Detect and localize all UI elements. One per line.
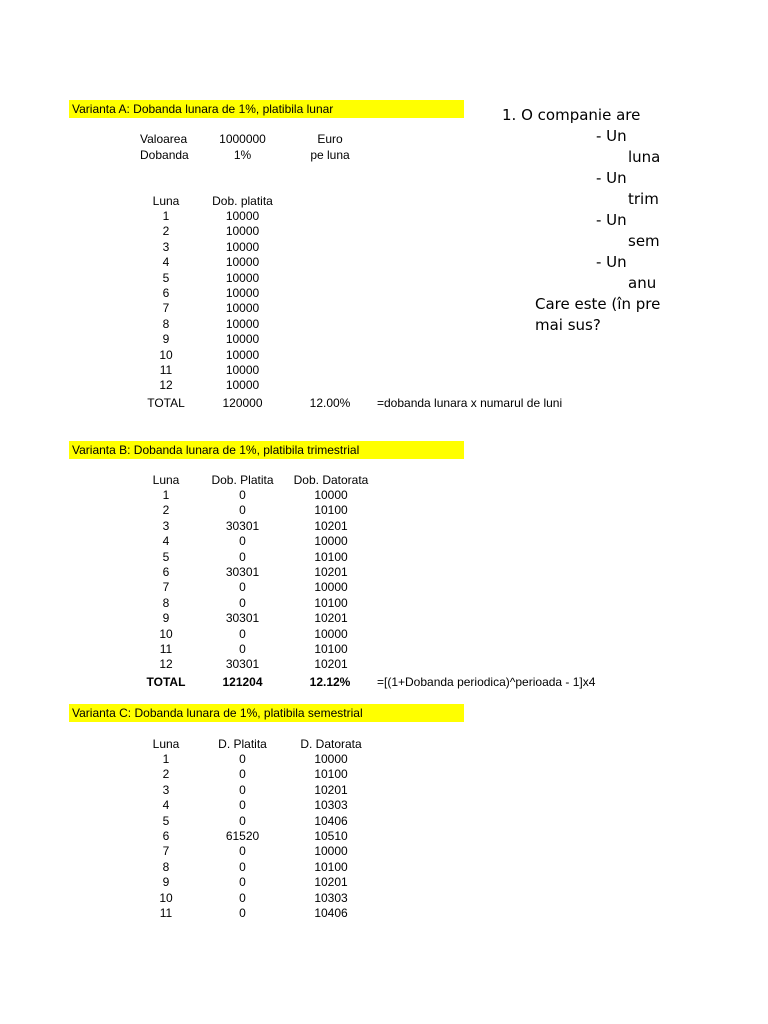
table-cell-dob-platita: 0 bbox=[239, 534, 246, 549]
table-cell-dob-platita: 10000 bbox=[225, 378, 260, 393]
table-cell-d-datorata: 10201 bbox=[314, 782, 348, 797]
side-line: trim bbox=[628, 190, 659, 208]
table-cell-d-datorata: 10406 bbox=[314, 906, 348, 920]
col-d-platita-c: D. Platita bbox=[218, 737, 267, 751]
table-cell-dob-platita: 10000 bbox=[225, 286, 260, 300]
table-cell-dob-datorata: 10100 bbox=[314, 642, 348, 656]
table-cell-luna: 10 bbox=[159, 347, 173, 362]
table-cell-dob-platita: 10000 bbox=[225, 347, 260, 362]
table-cell-dob-platita: 30301 bbox=[225, 518, 260, 533]
table-cell-luna: 5 bbox=[162, 813, 170, 828]
table-cell-luna: 1 bbox=[162, 752, 170, 766]
table-cell-luna: 10 bbox=[159, 626, 173, 641]
table-cell-dob-platita: 0 bbox=[239, 595, 246, 610]
table-cell-d-datorata: 10100 bbox=[314, 767, 348, 782]
table-cell-d-platita: 0 bbox=[239, 767, 246, 782]
dobanda-label: Dobanda bbox=[140, 148, 189, 162]
table-cell-dob-platita: 0 bbox=[239, 549, 246, 564]
table-cell-dob-datorata: 10201 bbox=[314, 565, 348, 579]
table-cell-dob-platita: 10000 bbox=[225, 209, 260, 223]
table-cell-luna: 7 bbox=[162, 844, 170, 859]
col-dob-platita-b: Dob. Platita bbox=[211, 473, 274, 487]
table-cell-d-datorata: 10000 bbox=[314, 752, 348, 766]
side-line: anu bbox=[628, 274, 657, 292]
table-cell-luna: 9 bbox=[162, 875, 170, 890]
table-cell-d-platita: 0 bbox=[239, 813, 246, 828]
table-cell-dob-datorata: 10100 bbox=[314, 595, 348, 610]
table-cell-luna: 4 bbox=[162, 255, 170, 270]
col-luna-b: Luna bbox=[152, 473, 180, 487]
formula-a: =dobanda lunara x numarul de luni bbox=[377, 396, 563, 410]
valoarea-amount: 1000000 bbox=[219, 132, 266, 146]
table-cell-luna: 8 bbox=[162, 595, 170, 610]
table-cell-luna: 3 bbox=[162, 782, 170, 797]
table-cell-d-platita: 0 bbox=[239, 859, 246, 874]
side-line-bullet: - Un bbox=[596, 253, 627, 271]
table-cell-d-platita: 0 bbox=[239, 906, 246, 920]
table-cell-luna: 7 bbox=[162, 301, 170, 316]
valoarea-label: Valoarea bbox=[140, 132, 188, 146]
side-line: sem bbox=[628, 232, 660, 250]
table-cell-dob-platita: 0 bbox=[239, 488, 246, 502]
table-cell-luna: 2 bbox=[162, 224, 170, 239]
table-cell-luna: 1 bbox=[162, 488, 170, 502]
table-cell-d-datorata: 10100 bbox=[314, 859, 348, 874]
table-cell-luna: 12 bbox=[159, 378, 173, 393]
table-cell-luna: 6 bbox=[162, 286, 170, 300]
table-cell-luna: 6 bbox=[162, 565, 170, 579]
varianta-c-header: Varianta C: Dobanda lunara de 1%, platibila semestrial bbox=[69, 704, 464, 722]
col-luna-a: Luna bbox=[152, 194, 180, 208]
table-cell-dob-platita: 10000 bbox=[225, 316, 260, 331]
table-cell-luna: 2 bbox=[162, 767, 170, 782]
table-cell-dob-platita: 30301 bbox=[225, 565, 260, 579]
total-pct-a: 12.00% bbox=[309, 396, 351, 410]
side-line-bullet: - Un bbox=[596, 211, 627, 229]
table-cell-d-platita: 0 bbox=[239, 752, 246, 766]
table-cell-dob-platita: 10000 bbox=[225, 255, 260, 270]
table-cell-dob-datorata: 10000 bbox=[314, 580, 348, 595]
table-cell-d-datorata: 10201 bbox=[314, 875, 348, 890]
table-cell-luna: 7 bbox=[162, 580, 170, 595]
table-cell-luna: 4 bbox=[162, 534, 170, 549]
table-cell-luna: 11 bbox=[159, 906, 173, 920]
table-cell-d-datorata: 10000 bbox=[314, 844, 348, 859]
table-cell-dob-datorata: 10201 bbox=[314, 657, 348, 672]
varianta-b-header: Varianta B: Dobanda lunara de 1%, platibila trimestrial bbox=[69, 441, 464, 459]
table-cell-luna: 6 bbox=[162, 829, 170, 843]
table-cell-luna: 3 bbox=[162, 518, 170, 533]
table-cell-luna: 1 bbox=[162, 209, 170, 223]
total-value-a: 120000 bbox=[222, 396, 263, 410]
table-cell-luna: 5 bbox=[162, 270, 170, 285]
table-cell-d-platita: 0 bbox=[239, 798, 246, 813]
total-label-b: TOTAL bbox=[146, 675, 186, 689]
col-luna-c: Luna bbox=[152, 737, 180, 751]
table-cell-d-platita: 0 bbox=[239, 875, 246, 890]
table-cell-luna: 12 bbox=[159, 657, 173, 672]
table-cell-dob-platita: 0 bbox=[239, 580, 246, 595]
table-cell-luna: 11 bbox=[159, 642, 173, 656]
side-line-question-end: mai sus? bbox=[535, 316, 601, 334]
table-cell-luna: 9 bbox=[162, 332, 170, 347]
col-dob-platita-a: Dob. platita bbox=[212, 194, 273, 208]
dobanda-unit: pe luna bbox=[310, 148, 350, 162]
side-line-question-end: Care este (în pre bbox=[535, 295, 661, 313]
table-cell-d-platita: 0 bbox=[239, 844, 246, 859]
table-cell-d-platita: 0 bbox=[239, 890, 246, 905]
table-cell-luna: 2 bbox=[162, 503, 170, 518]
side-line-bullet: - Un bbox=[596, 127, 627, 145]
table-cell-d-datorata: 10303 bbox=[314, 890, 348, 905]
table-cell-dob-datorata: 10000 bbox=[314, 626, 348, 641]
side-line-bullet: - Un bbox=[596, 169, 627, 187]
table-cell-dob-datorata: 10201 bbox=[314, 611, 348, 626]
total-value-b: 121204 bbox=[222, 675, 263, 689]
table-cell-luna: 3 bbox=[162, 239, 170, 254]
side-line: luna bbox=[628, 148, 661, 166]
formula-b: =[(1+Dobanda periodica)^perioada - 1]x4 bbox=[377, 675, 596, 689]
total-label-a: TOTAL bbox=[147, 396, 185, 410]
table-cell-dob-platita: 0 bbox=[239, 642, 246, 656]
table-cell-d-platita: 61520 bbox=[225, 829, 260, 843]
table-cell-luna: 9 bbox=[162, 611, 170, 626]
valoarea-unit: Euro bbox=[317, 132, 343, 146]
table-cell-luna: 5 bbox=[162, 549, 170, 564]
table-cell-dob-platita: 10000 bbox=[225, 301, 260, 316]
table-cell-d-datorata: 10510 bbox=[314, 829, 348, 843]
dobanda-amount: 1% bbox=[233, 148, 252, 162]
table-cell-dob-platita: 30301 bbox=[225, 611, 260, 626]
total-pct-b: 12.12% bbox=[309, 675, 351, 689]
table-cell-dob-datorata: 10000 bbox=[314, 488, 348, 502]
table-cell-luna: 11 bbox=[159, 363, 173, 377]
table-cell-dob-datorata: 10000 bbox=[314, 534, 348, 549]
table-cell-dob-datorata: 10100 bbox=[314, 549, 348, 564]
col-d-datorata-c: D. Datorata bbox=[300, 737, 362, 751]
table-cell-dob-platita: 30301 bbox=[225, 657, 260, 672]
table-cell-luna: 4 bbox=[162, 798, 170, 813]
varianta-a-header: Varianta A: Dobanda lunara de 1%, platibila lunar bbox=[69, 100, 464, 118]
table-cell-d-datorata: 10303 bbox=[314, 798, 348, 813]
side-text-panel bbox=[462, 95, 661, 345]
side-line-question: 1. O companie are bbox=[502, 106, 641, 124]
table-cell-dob-platita: 10000 bbox=[225, 224, 260, 239]
table-cell-dob-datorata: 10100 bbox=[314, 503, 348, 518]
table-cell-d-platita: 0 bbox=[239, 782, 246, 797]
table-cell-dob-datorata: 10201 bbox=[314, 518, 348, 533]
table-cell-luna: 8 bbox=[162, 859, 170, 874]
table-cell-dob-platita: 0 bbox=[239, 503, 246, 518]
table-cell-luna: 8 bbox=[162, 316, 170, 331]
table-cell-dob-platita: 0 bbox=[239, 626, 246, 641]
table-cell-dob-platita: 10000 bbox=[225, 239, 260, 254]
table-cell-luna: 10 bbox=[159, 890, 173, 905]
table-cell-dob-platita: 10000 bbox=[225, 332, 260, 347]
col-dob-datorata-b: Dob. Datorata bbox=[293, 473, 369, 487]
table-cell-dob-platita: 10000 bbox=[225, 270, 260, 285]
table-cell-d-datorata: 10406 bbox=[314, 813, 348, 828]
table-cell-dob-platita: 10000 bbox=[225, 363, 260, 377]
